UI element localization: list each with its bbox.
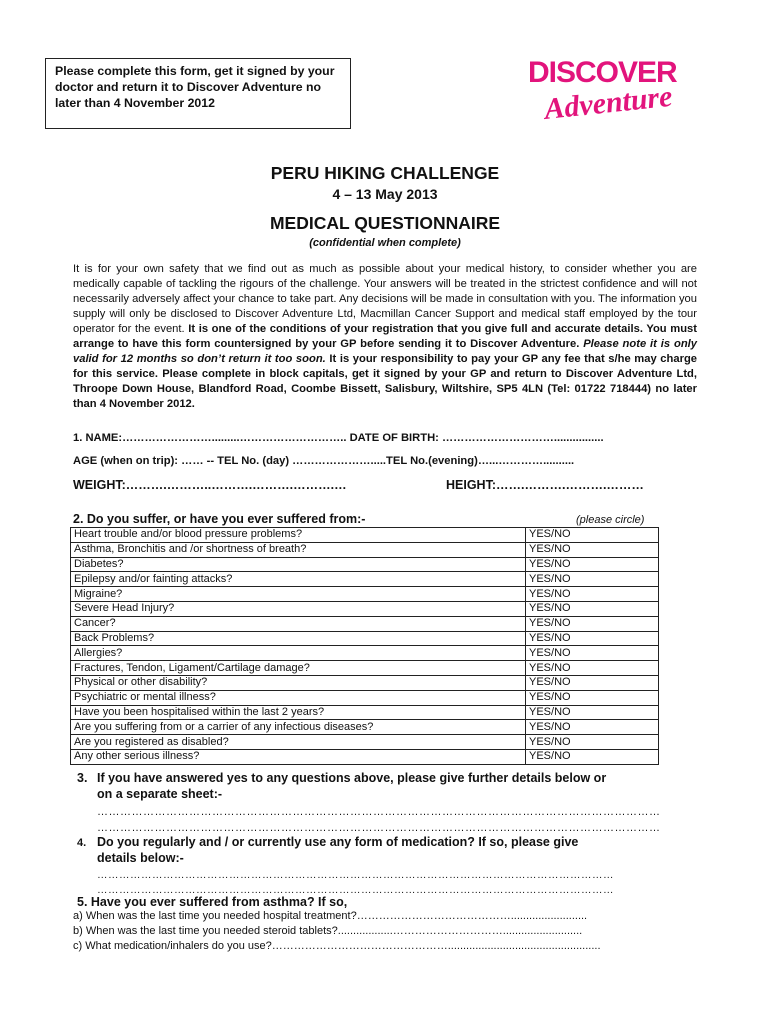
condition-row: [71, 646, 659, 661]
condition-row: [71, 528, 659, 543]
section-3-number: 3.: [77, 771, 88, 785]
condition-question: Fractures, Tendon, Ligament/Cartilage damage?: [71, 661, 526, 676]
section-4-number: 4.: [77, 837, 87, 849]
section-3-question-line-2: on a separate sheet:-: [97, 787, 223, 801]
logo-graphic: [522, 56, 702, 120]
condition-yes-no-answer[interactable]: YES/NO: [526, 646, 659, 661]
event-title: PERU HIKING CHALLENGE: [270, 163, 500, 183]
condition-row: [71, 542, 659, 557]
asthma-steroids-field[interactable]: b) When was the last time you needed steroid tablets?..................…………………………..........................: [73, 925, 583, 937]
condition-question: Severe Head Injury?: [71, 601, 526, 616]
logo-word-adventure: Adventure: [542, 79, 674, 120]
section-2-heading: 2. Do you suffer, or have you ever suffered from:-: [73, 512, 366, 526]
intro-text-2: It is one of the conditions of your registration that you give full and accurate details. You must arrange to have this form countersigned by your GP before sending it to Discover Adventure.: [73, 323, 697, 350]
condition-yes-no-answer[interactable]: YES/NO: [526, 572, 659, 587]
condition-row: [71, 675, 659, 690]
condition-question: Physical or other disability?: [71, 675, 526, 690]
condition-yes-no-answer[interactable]: YES/NO: [526, 616, 659, 631]
condition-yes-no-answer[interactable]: YES/NO: [526, 631, 659, 646]
intro-text-4: It is your responsibility to pay your GP any fee that s/he may charge for this service. Please complete in block capitals, get it signed by your GP and return to Discover Adventure Ltd, Throope Down House, Blandford Road, Coombe Bissett, Salisbury, Wiltshire, SP5 4LN (Tel: 01722 718444) no later than 4 November 2012.: [73, 353, 697, 410]
name-dob-field[interactable]: 1. NAME:…………………….........……………………….. DATE OF BIRTH: …………………………................: [73, 432, 604, 444]
condition-question: Are you registered as disabled?: [71, 735, 526, 750]
height-field[interactable]: HEIGHT:…….……….……….………: [446, 478, 644, 492]
condition-question: Are you suffering from or a carrier of any infectious diseases?: [71, 720, 526, 735]
please-circle-note: (please circle): [576, 514, 645, 526]
section-5-heading: 5. Have you ever suffered from asthma? If so,: [77, 895, 348, 909]
section-3-answer-line-1[interactable]: …………………………………………………………………………………………………………………………………: [97, 806, 661, 818]
section-4-question-line-1: Do you regularly and / or currently use any form of medication? If so, please give: [97, 835, 579, 849]
condition-question: Back Problems?: [71, 631, 526, 646]
condition-row: [71, 720, 659, 735]
condition-question: Migraine?: [71, 587, 526, 602]
condition-row: [71, 616, 659, 631]
section-3-question-line-1: If you have answered yes to any questions above, please give further details below or: [97, 771, 607, 785]
condition-question: Psychiatric or mental illness?: [71, 690, 526, 705]
condition-yes-no-answer[interactable]: YES/NO: [526, 720, 659, 735]
condition-row: [71, 690, 659, 705]
section-4-answer-line-2[interactable]: ……………………………………………………………………………………………………………………………: [97, 884, 614, 896]
weight-field[interactable]: WEIGHT:……….………..……….……….……….…: [73, 478, 347, 492]
condition-yes-no-answer[interactable]: YES/NO: [526, 749, 659, 764]
condition-question: Have you been hospitalised within the last 2 years?: [71, 705, 526, 720]
condition-question: Allergies?: [71, 646, 526, 661]
condition-yes-no-answer[interactable]: YES/NO: [526, 675, 659, 690]
condition-row: [71, 587, 659, 602]
section-3-answer-line-2[interactable]: …………………………………………………………………………………………………………………………………: [97, 822, 661, 834]
condition-question: Heart trouble and/or blood pressure problems?: [71, 528, 526, 543]
condition-yes-no-answer[interactable]: YES/NO: [526, 735, 659, 750]
confidential-note: (confidential when complete): [309, 237, 461, 249]
condition-row: [71, 601, 659, 616]
conditions-table-body: [71, 528, 659, 765]
intro-paragraph: [73, 262, 697, 412]
condition-yes-no-answer[interactable]: YES/NO: [526, 690, 659, 705]
condition-question: Epilepsy and/or fainting attacks?: [71, 572, 526, 587]
condition-row: [71, 631, 659, 646]
condition-question: Any other serious illness?: [71, 749, 526, 764]
discover-adventure-logo: [522, 56, 702, 120]
intro-text-3: Please note it is only valid for 12 months so don’t return it too soon.: [73, 338, 697, 365]
condition-yes-no-answer[interactable]: YES/NO: [526, 528, 659, 543]
condition-row: [71, 661, 659, 676]
condition-question: Asthma, Bronchitis and /or shortness of breath?: [71, 542, 526, 557]
event-dates: 4 – 13 May 2013: [332, 186, 438, 202]
condition-row: [71, 557, 659, 572]
condition-row: [71, 705, 659, 720]
age-tel-field[interactable]: AGE (when on trip): …… -- TEL No. (day) ………………….....TEL No.(evening)…...…………..........: [73, 455, 575, 467]
condition-yes-no-answer[interactable]: YES/NO: [526, 601, 659, 616]
section-4-answer-line-1[interactable]: ……………………………………………………………………………………………………………………………: [97, 869, 614, 881]
intro-text-1: It is for your own safety that we find out as much as possible about your medical history, to consider whether you are medically capable of tackling the rigours of the challenge. Your answers will be treated in the strictest confidence and will not necessarily adversely affect your chance to take part. Any decisions will be made in consultation with you. The information you supply will only be disclosed to Discover Adventure Ltd, Macmillan Cancer Support and medical staff employed by the tour operator for the event.: [73, 263, 697, 335]
condition-yes-no-answer[interactable]: YES/NO: [526, 705, 659, 720]
condition-yes-no-answer[interactable]: YES/NO: [526, 661, 659, 676]
condition-row: [71, 572, 659, 587]
asthma-hospital-field[interactable]: a) When was the last time you needed hospital treatment?…………………………………….........................: [73, 910, 588, 922]
logo-word-discover: DISCOVER: [528, 56, 677, 89]
conditions-table: [70, 527, 659, 765]
condition-row: [71, 749, 659, 764]
condition-question: Diabetes?: [71, 557, 526, 572]
section-4-question-line-2: details below:-: [97, 851, 184, 865]
condition-question: Cancer?: [71, 616, 526, 631]
condition-row: [71, 735, 659, 750]
form-title: MEDICAL QUESTIONNAIRE: [269, 213, 501, 233]
asthma-medication-field[interactable]: c) What medication/inhalers do you use?…………………………………………..................................................: [73, 940, 601, 952]
condition-yes-no-answer[interactable]: YES/NO: [526, 557, 659, 572]
return-notice-box: [45, 58, 351, 129]
return-notice-text: Please complete this form, get it signed by your doctor and return it to Discover Adventure no later than 4 November 2012: [55, 64, 335, 110]
condition-yes-no-answer[interactable]: YES/NO: [526, 542, 659, 557]
condition-yes-no-answer[interactable]: YES/NO: [526, 587, 659, 602]
